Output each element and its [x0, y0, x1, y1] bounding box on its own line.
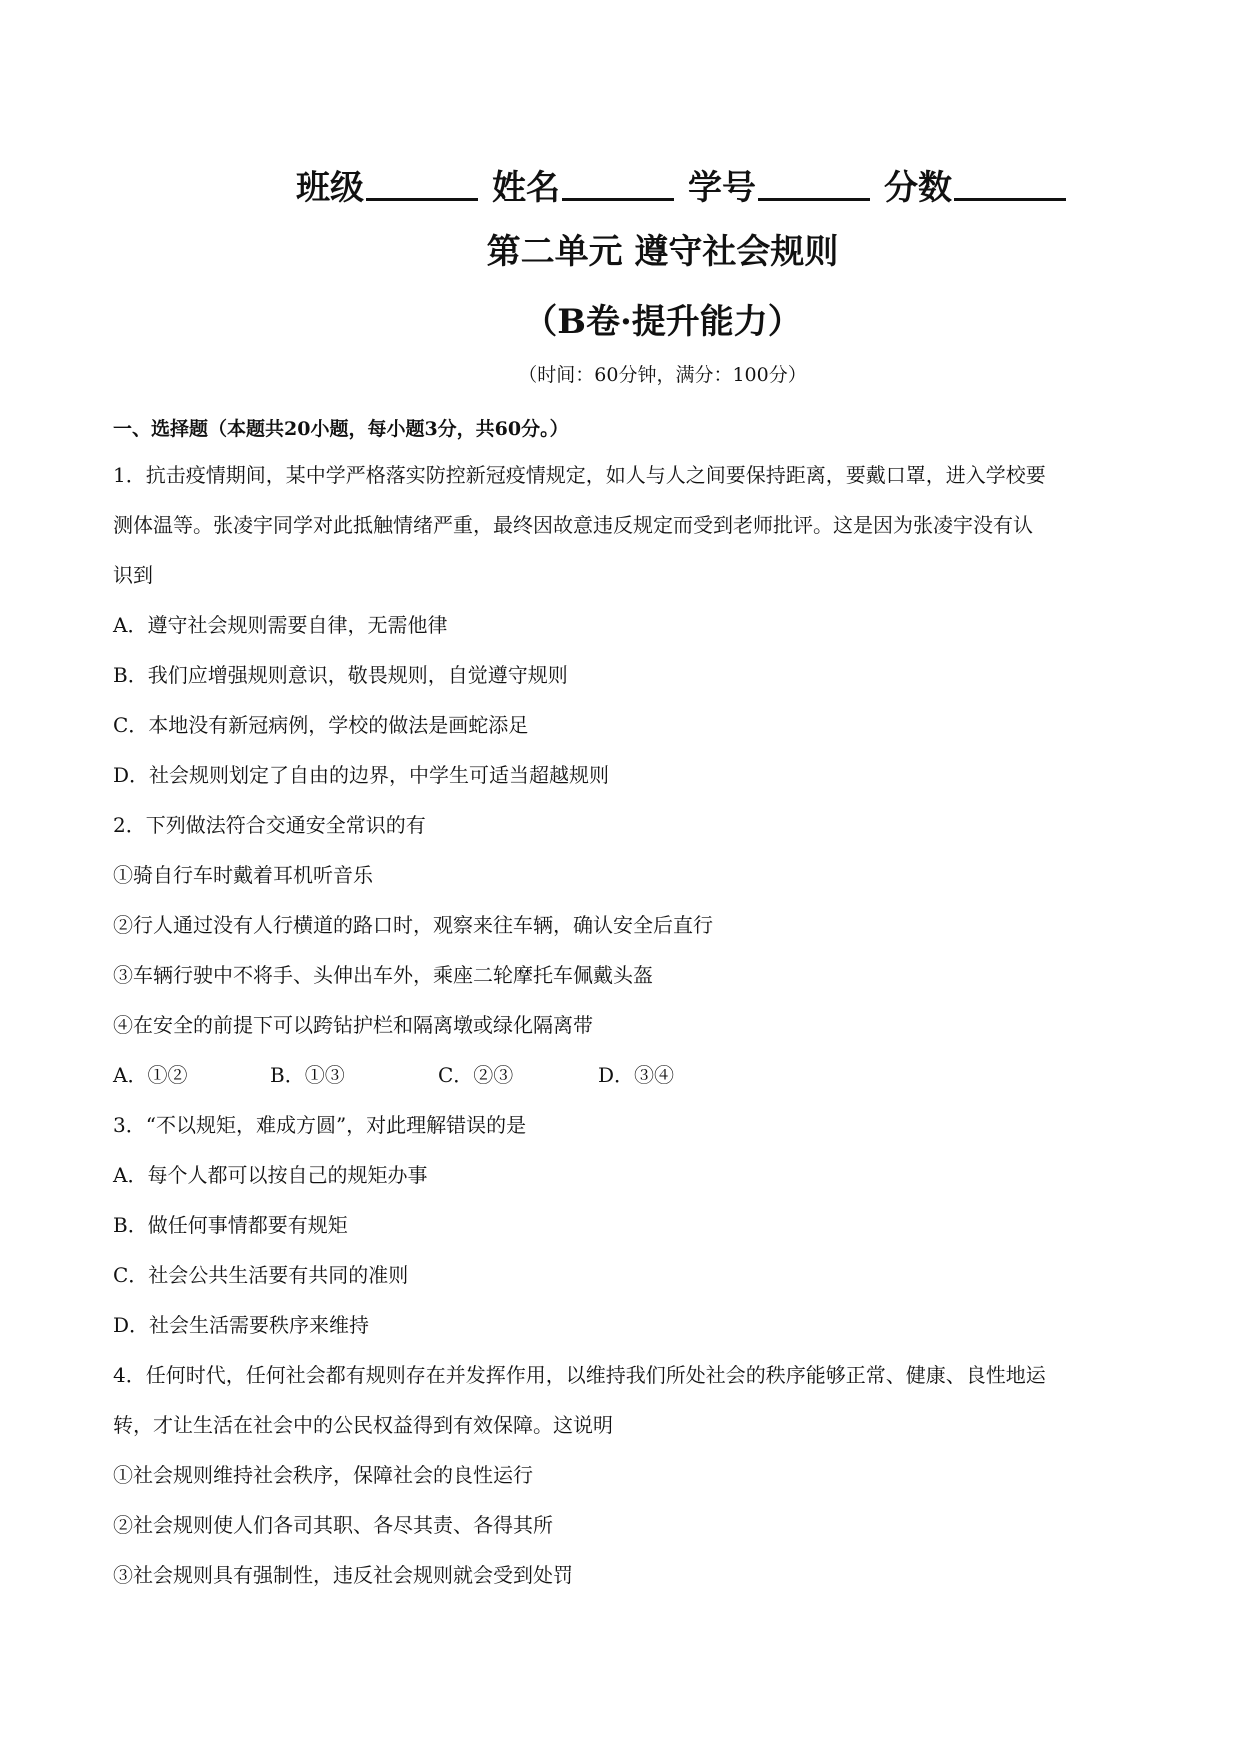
class-blank[interactable] — [366, 168, 478, 201]
question-stem-line: 2．下列做法符合交通安全常识的有 — [113, 813, 426, 837]
question-1 — [113, 450, 1133, 800]
class-field — [296, 160, 478, 209]
option-a[interactable]: A．每个人都可以按自己的规矩办事 — [113, 1163, 428, 1187]
name-label: 姓名 — [492, 168, 560, 208]
question-stem-line: 1．抗击疫情期间，某中学严格落实防控新冠疫情规定，如人与人之间要保持距离，要戴口罩，进入学校要 — [113, 463, 1046, 487]
option-c[interactable]: C．本地没有新冠病例，学校的做法是画蛇添足 — [113, 713, 529, 737]
question-stem-line: 识到 — [113, 563, 153, 587]
statement-item: ②行人通过没有人行横道的路口时，观察来往车辆，确认安全后直行 — [113, 913, 713, 937]
question-stem-line: 4．任何时代，任何社会都有规则存在并发挥作用，以维持我们所处社会的秩序能够正常、健康、良性地运 — [113, 1363, 1046, 1387]
page-title: 第二单元 遵守社会规则 — [486, 232, 839, 272]
statement-item: ④在安全的前提下可以跨钻护栏和隔离墩或绿化隔离带 — [113, 1013, 593, 1037]
score-blank[interactable] — [954, 168, 1066, 201]
statement-item: ③社会规则具有强制性，违反社会规则就会受到处罚 — [113, 1563, 573, 1587]
option-d[interactable]: D．③④ — [598, 1063, 675, 1087]
statement-item: ①社会规则维持社会秩序，保障社会的良性运行 — [113, 1463, 533, 1487]
id-label: 学号 — [688, 168, 756, 208]
option-d[interactable]: D．社会规则划定了自由的边界，中学生可适当超越规则 — [113, 763, 610, 787]
name-field — [492, 160, 674, 209]
option-c[interactable]: C．②③ — [438, 1063, 514, 1087]
option-b[interactable]: B．我们应增强规则意识，敬畏规则，自觉遵守规则 — [113, 663, 568, 687]
score-field — [884, 160, 1066, 209]
statement-item: ①骑自行车时戴着耳机听音乐 — [113, 863, 373, 887]
option-b[interactable]: B．做任何事情都要有规矩 — [113, 1213, 348, 1237]
statement-item: ③车辆行驶中不将手、头伸出车外，乘座二轮摩托车佩戴头盔 — [113, 963, 653, 987]
exam-meta: （时间：60分钟，满分：100分） — [518, 364, 807, 386]
question-stem-line: 测体温等。张凌宇同学对此抵触情绪严重，最终因故意违反规定而受到老师批评。这是因为张凌宇没有认 — [113, 513, 1033, 537]
id-field — [688, 160, 870, 209]
question-stem-line: 3．“不以规矩，难成方圆”，对此理解错误的是 — [113, 1113, 527, 1137]
question-2 — [113, 800, 1133, 1100]
question-3 — [113, 1100, 1133, 1350]
option-c[interactable]: C．社会公共生活要有共同的准则 — [113, 1263, 409, 1287]
option-a[interactable]: A．遵守社会规则需要自律，无需他律 — [113, 613, 448, 637]
class-label: 班级 — [296, 168, 364, 208]
name-blank[interactable] — [562, 168, 674, 201]
option-b[interactable]: B．①③ — [270, 1063, 345, 1087]
question-4 — [113, 1350, 1133, 1600]
id-blank[interactable] — [758, 168, 870, 201]
statement-item: ②社会规则使人们各司其职、各尽其责、各得其所 — [113, 1513, 553, 1537]
page-subtitle: （B卷·提升能力） — [523, 302, 802, 342]
question-stem-line: 转，才让生活在社会中的公民权益得到有效保障。这说明 — [113, 1413, 613, 1437]
section-heading: 一、选择题（本题共20小题，每小题3分，共60分。） — [113, 418, 569, 440]
option-row — [113, 1050, 1133, 1100]
option-d[interactable]: D．社会生活需要秩序来维持 — [113, 1313, 370, 1337]
option-a[interactable]: A．①② — [113, 1063, 188, 1087]
score-label: 分数 — [884, 168, 952, 208]
exam-content — [113, 408, 1133, 1600]
student-info-line — [296, 160, 1080, 209]
